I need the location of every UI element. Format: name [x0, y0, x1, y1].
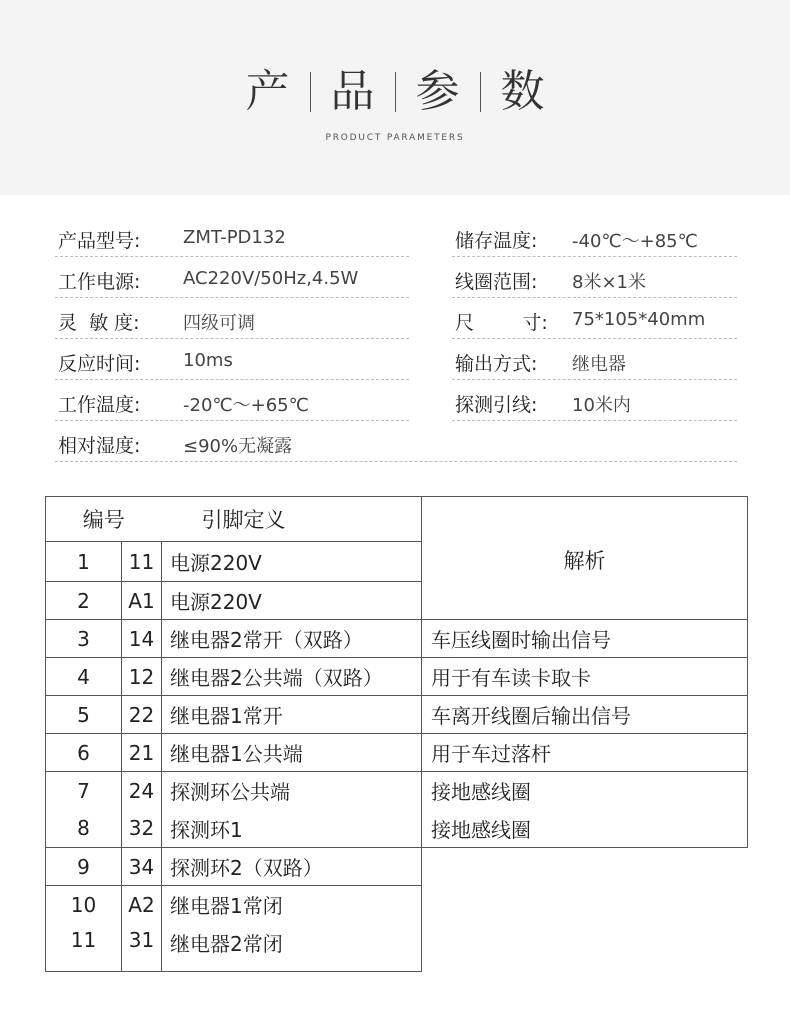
table-header-row — [46, 497, 748, 542]
parameter-value: 继电器 — [572, 354, 626, 375]
parameter-item — [55, 301, 409, 339]
pin-definition: 探测环公共端 — [162, 772, 422, 810]
parameter-value: 10米内 — [572, 395, 631, 416]
pin-definition: 电源220V — [162, 542, 422, 582]
pin-code: 22 — [122, 696, 162, 734]
pin-definition: 继电器1常开 — [162, 696, 422, 734]
parameter-label: 工作电源: — [58, 271, 141, 293]
parameter-item — [55, 383, 409, 421]
parameter-list — [55, 219, 737, 465]
pin-code: A2 — [122, 886, 162, 924]
parameter-row — [55, 301, 737, 342]
pin-code: 12 — [122, 658, 162, 696]
pin-definition: 电源220V — [162, 582, 422, 620]
pin-number: 5 — [46, 696, 122, 734]
pin-description: 用于有车读卡取卡 — [422, 658, 748, 696]
parameter-item — [452, 260, 737, 298]
header-banner — [0, 0, 790, 195]
parameter-item — [55, 424, 737, 462]
parameter-label: 线圈范围: — [455, 271, 538, 293]
parameter-label: 储存温度: — [455, 230, 538, 252]
parameter-label: 探测引线: — [455, 394, 538, 416]
pin-number: 8 — [46, 810, 122, 848]
empty-cell — [422, 886, 748, 924]
pin-number: 2 — [46, 582, 122, 620]
table-row — [46, 734, 748, 772]
pin-number: 4 — [46, 658, 122, 696]
parameter-item — [452, 219, 737, 257]
pin-definition: 继电器2公共端（双路） — [162, 658, 422, 696]
parameter-item — [452, 301, 737, 339]
parameter-label: 反应时间: — [58, 353, 141, 375]
parameter-value: AC220V/50Hz,4.5W — [183, 268, 359, 289]
pin-number: 11 — [46, 924, 122, 972]
pin-code: 34 — [122, 848, 162, 886]
pin-description: 车压线圈时输出信号 — [422, 620, 748, 658]
pin-code: 11 — [122, 542, 162, 582]
parameter-value: 75*105*40mm — [572, 309, 706, 330]
parameter-row — [55, 260, 737, 301]
pin-description: 用于车过落杆 — [422, 734, 748, 772]
pin-code: 32 — [122, 810, 162, 848]
empty-cell — [422, 848, 748, 886]
parameter-item — [452, 383, 737, 421]
title-char-3: 参 — [415, 66, 460, 117]
parameter-label: 相对湿度: — [58, 435, 141, 457]
table-row — [46, 886, 748, 924]
pin-number: 1 — [46, 542, 122, 582]
table-row — [46, 810, 748, 848]
parameter-label: 灵 敏 度: — [58, 312, 140, 334]
pin-code: A1 — [122, 582, 162, 620]
header-number: 编号 — [46, 497, 162, 542]
parameter-value: -40℃～+85℃ — [572, 231, 698, 252]
table-row — [46, 696, 748, 734]
parameter-row — [55, 424, 737, 465]
parameter-row — [55, 342, 737, 383]
parameter-item — [452, 342, 737, 380]
parameter-item — [55, 342, 409, 380]
pin-description: 接地感线圈 — [422, 772, 748, 810]
pin-number: 7 — [46, 772, 122, 810]
pin-code: 24 — [122, 772, 162, 810]
pin-description: 车离开线圈后输出信号 — [422, 696, 748, 734]
parameter-item — [55, 219, 409, 257]
pin-definition: 探测环1 — [162, 810, 422, 848]
pin-definition: 探测环2（双路） — [162, 848, 422, 886]
pin-code: 31 — [122, 924, 162, 972]
parameter-label: 尺 寸: — [455, 312, 548, 334]
pin-number: 9 — [46, 848, 122, 886]
parameter-label: 产品型号: — [58, 230, 141, 252]
parameter-label: 工作温度: — [58, 394, 141, 416]
table-row — [46, 620, 748, 658]
parameter-value: ≤90%无凝露 — [183, 436, 293, 457]
parameter-value: 8米×1米 — [572, 272, 646, 293]
page-subtitle: PRODUCT PARAMETERS — [325, 133, 465, 143]
table-row — [46, 924, 748, 972]
parameter-value: -20℃～+65℃ — [183, 395, 309, 416]
pin-definition: 继电器2常开（双路） — [162, 620, 422, 658]
pin-number: 3 — [46, 620, 122, 658]
table-row — [46, 848, 748, 886]
pin-definition: 继电器2常闭 — [162, 924, 422, 972]
parameter-label: 输出方式: — [455, 353, 538, 375]
title-char-4: 数 — [500, 66, 545, 117]
parameter-value: ZMT-PD132 — [183, 227, 286, 248]
pin-definition: 继电器1常闭 — [162, 886, 422, 924]
parameter-value: 10ms — [183, 350, 233, 371]
parameter-item — [55, 260, 409, 298]
pin-number: 6 — [46, 734, 122, 772]
pin-code: 14 — [122, 620, 162, 658]
table-row — [46, 772, 748, 810]
empty-cell — [422, 924, 748, 972]
pin-number: 10 — [46, 886, 122, 924]
pin-code: 21 — [122, 734, 162, 772]
title-char-2: 品 — [330, 66, 375, 117]
table-row — [46, 658, 748, 696]
pin-description: 接地感线圈 — [422, 810, 748, 848]
header-analysis: 解析 — [422, 497, 748, 620]
parameter-row — [55, 219, 737, 260]
header-definition: 引脚定义 — [162, 497, 422, 542]
page-title — [0, 62, 790, 122]
pin-definition-table — [45, 496, 748, 972]
parameter-row — [55, 383, 737, 424]
title-char-1: 产 — [245, 66, 290, 117]
parameter-value: 四级可调 — [183, 313, 255, 334]
pin-definition: 继电器1公共端 — [162, 734, 422, 772]
